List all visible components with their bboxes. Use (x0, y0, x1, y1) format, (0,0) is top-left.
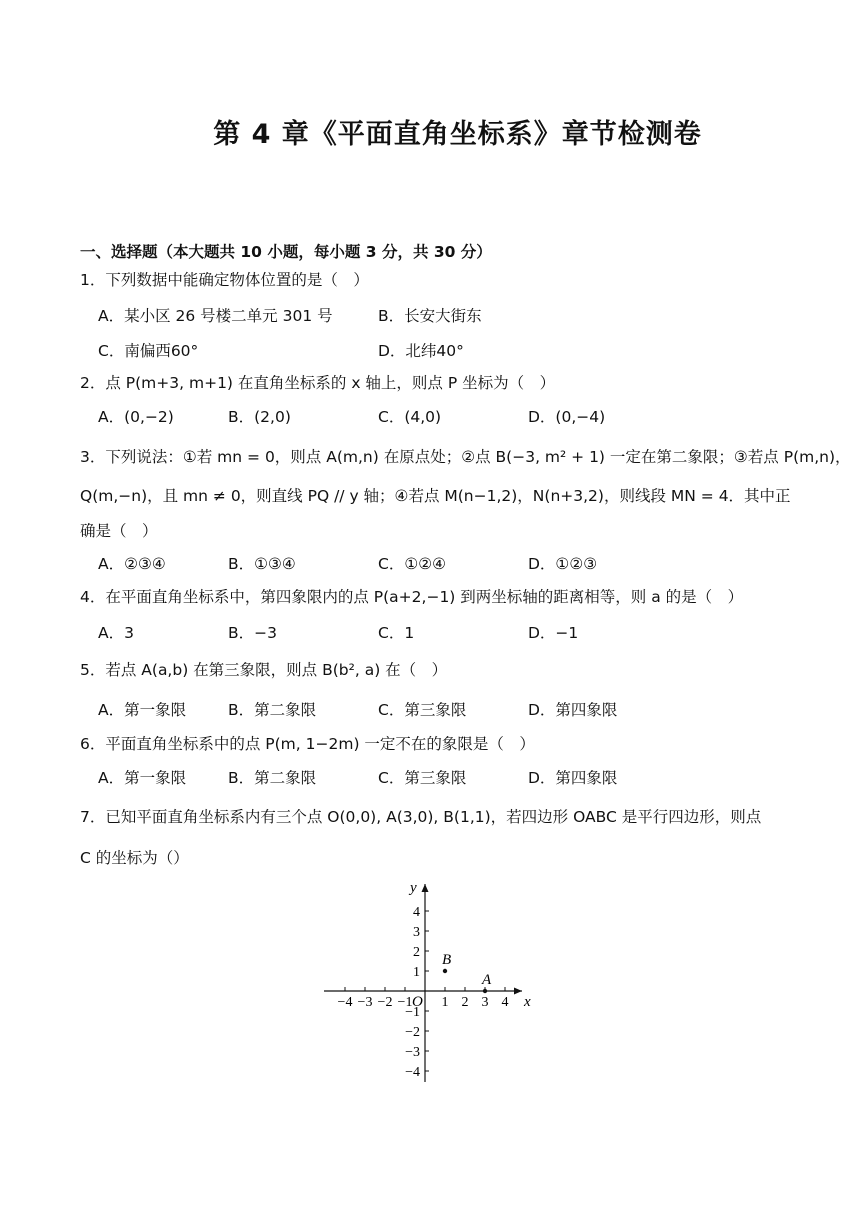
q6-option-a: A．第一象限 (98, 769, 187, 787)
q2-option-b: B．(2,0) (228, 408, 291, 426)
question-2: 2．点 P(m+3, m+1) 在直角坐标系的 x 轴上，则点 P 坐标为（ ） (80, 374, 556, 392)
q6-option-d: D．第四象限 (528, 769, 618, 787)
y-tick-label: 2 (413, 945, 420, 960)
y-tick-label: −3 (405, 1045, 420, 1060)
y-axis-label: y (410, 880, 417, 896)
point-b (443, 969, 447, 973)
section-heading: 一、选择题（本大题共 10 小题，每小题 3 分，共 30 分） (80, 243, 492, 261)
question-1: 1．下列数据中能确定物体位置的是（ ） (80, 271, 369, 289)
y-axis-arrow (422, 884, 429, 892)
x-tick-label: 1 (441, 995, 449, 1010)
q2-option-a: A．(0,−2) (98, 408, 174, 426)
q3-option-a: A．②③④ (98, 555, 166, 573)
q2-option-d: D．(0,−4) (528, 408, 606, 426)
q4-option-c: C．1 (378, 624, 415, 642)
question-7-line-2: C 的坐标为（） (80, 849, 189, 867)
x-tick-label: 4 (501, 995, 509, 1010)
q4-option-a: A．3 (98, 624, 134, 642)
x-tick-label: 2 (461, 995, 469, 1010)
origin-label: O (412, 994, 423, 1010)
q4-option-b: B．−3 (228, 624, 277, 642)
q5-option-b: B．第二象限 (228, 701, 317, 719)
q1-option-b: B．长安大街东 (378, 307, 482, 325)
question-3-line-2: Q(m,−n)，且 mn ≠ 0，则直线 PQ // y 轴；④若点 M(n−1,2)，N(n+3,2)，则线段 MN = 4．其中正 (80, 487, 791, 505)
point-a-label: A (482, 972, 492, 988)
q5-option-a: A．第一象限 (98, 701, 187, 719)
q5-option-c: C．第三象限 (378, 701, 467, 719)
x-tick-label: −1 (397, 995, 413, 1010)
x-tick-label: −3 (357, 995, 373, 1010)
y-tick-label: 4 (413, 905, 420, 920)
x-axis-arrow (514, 988, 522, 995)
q1-option-d: D．北纬40° (378, 342, 464, 360)
page-title: 第 4 章《平面直角坐标系》章节检测卷 (213, 119, 702, 150)
question-6: 6．平面直角坐标系中的点 P(m, 1−2m) 一定不在的象限是（ ） (80, 735, 535, 753)
point-b-label: B (442, 952, 452, 968)
q1-option-a: A．某小区 26 号楼二单元 301 号 (98, 307, 333, 325)
question-3-line-3: 确是（ ） (80, 522, 158, 540)
y-tick-label: 3 (413, 925, 420, 940)
x-tick-label: −4 (337, 995, 353, 1010)
question-7-line-1: 7．已知平面直角坐标系内有三个点 O(0,0), A(3,0), B(1,1)，若四边形 OABC 是平行四边形，则点 (80, 808, 762, 826)
q6-option-b: B．第二象限 (228, 769, 317, 787)
y-tick-label: −4 (405, 1065, 420, 1080)
x-axis-label: x (524, 994, 531, 1010)
question-5: 5．若点 A(a,b) 在第三象限，则点 B(b², a) 在（ ） (80, 661, 448, 679)
y-tick-label: 1 (413, 965, 420, 980)
coordinate-plane-figure (310, 870, 550, 1090)
q5-option-d: D．第四象限 (528, 701, 618, 719)
q3-option-b: B．①③④ (228, 555, 296, 573)
q3-option-d: D．①②③ (528, 555, 598, 573)
q3-option-c: C．①②④ (378, 555, 447, 573)
x-tick-label: 3 (481, 995, 489, 1010)
y-tick-label: −1 (405, 1005, 420, 1020)
question-4: 4．在平面直角坐标系中，第四象限内的点 P(a+2,−1) 到两坐标轴的距离相等，则 a 的是（ ） (80, 588, 744, 606)
q1-option-c: C．南偏西60° (98, 342, 199, 360)
q2-option-c: C．(4,0) (378, 408, 442, 426)
q4-option-d: D．−1 (528, 624, 579, 642)
q6-option-c: C．第三象限 (378, 769, 467, 787)
point-a (483, 989, 487, 993)
question-3-line-1: 3．下列说法：①若 mn = 0，则点 A(m,n) 在原点处；②点 B(−3, m² + 1) 一定在第二象限；③若点 P(m,n)， (80, 448, 851, 466)
y-tick-label: −2 (405, 1025, 420, 1040)
x-tick-label: −2 (377, 995, 393, 1010)
